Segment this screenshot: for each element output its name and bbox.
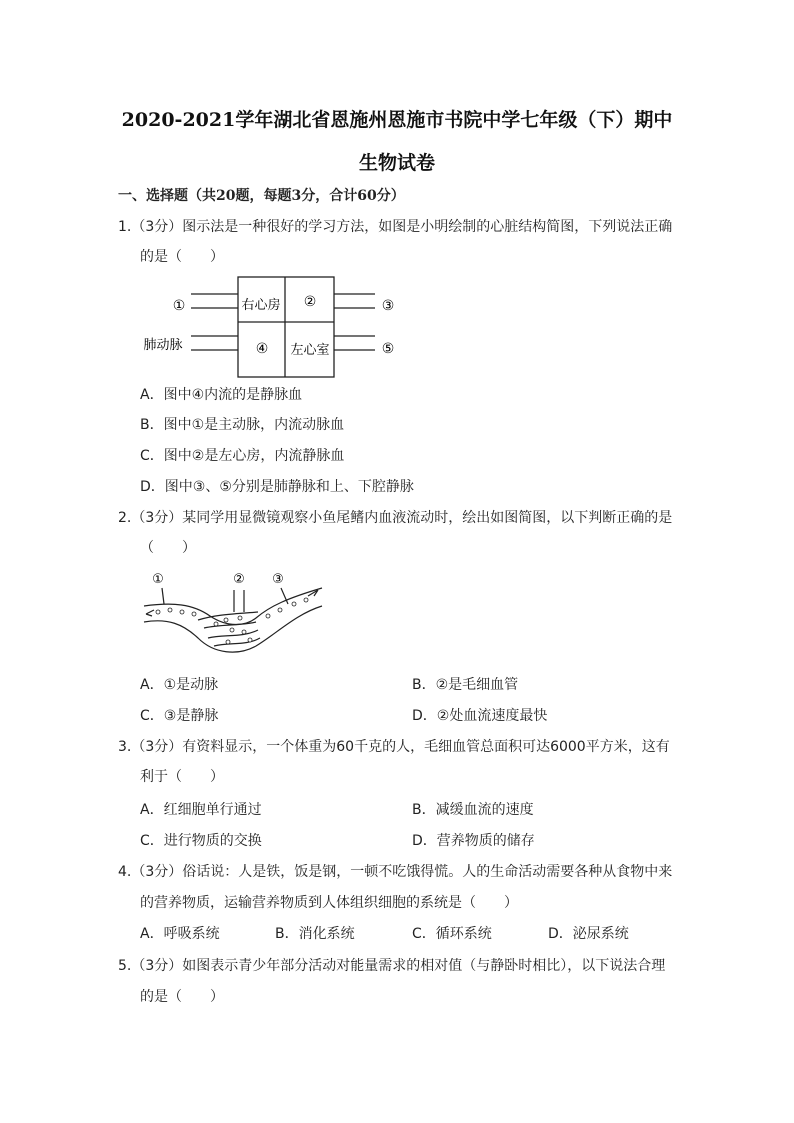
q4-option-c[interactable]: C．循环系统 — [412, 926, 492, 942]
q3-option-d[interactable]: D．营养物质的储存 — [412, 833, 535, 849]
q5-stem-line1: 5.（3分）如图表示青少年部分活动对能量需求的相对值（与静卧时相比），以下说法合理 — [118, 958, 666, 974]
diagram-label-5: ⑤ — [381, 341, 395, 357]
diagram-label-2: ② — [303, 294, 317, 310]
q2-stem-line1: 2.（3分）某同学用显微镜观察小鱼尾鳍内血液流动时，绘出如图简图，以下判断正确的是 — [118, 510, 673, 526]
q1-stem-line1: 1.（3分）图示法是一种很好的学习方法，如图是小明绘制的心脏结构简图，下列说法正确 — [118, 219, 673, 235]
heart-structure-diagram — [135, 272, 415, 382]
q3-stem-line1: 3.（3分）有资料显示，一个体重为60千克的人，毛细血管总面积可达6000平方米，这有 — [118, 739, 670, 755]
diagram-label-pulmonary-artery: 肺动脉 — [143, 338, 183, 353]
diagram-label-4: ④ — [255, 341, 269, 357]
diagram-label-2: ② — [233, 572, 245, 587]
q4-stem-line1: 4.（3分）俗话说：人是铁，饭是钢，一顿不吃饿得慌。人的生命活动需要各种从食物中来 — [118, 864, 673, 880]
q2-option-a[interactable]: A．①是动脉 — [140, 677, 219, 693]
q3-stem-line2: 利于（ ） — [140, 769, 224, 785]
q1-stem-line2: 的是（ ） — [140, 249, 224, 265]
diagram-label-right-atrium: 右心房 — [241, 298, 281, 313]
q2-option-c[interactable]: C．③是静脉 — [140, 708, 219, 724]
diagram-label-1: ① — [152, 572, 164, 587]
exam-title-line2: 生物试卷 — [358, 152, 435, 174]
diagram-label-left-ventricle: 左心室 — [290, 343, 330, 358]
fish-tail-blood-flow-diagram — [138, 568, 328, 663]
q4-option-a[interactable]: A．呼吸系统 — [140, 926, 220, 942]
q4-option-b[interactable]: B．消化系统 — [275, 926, 355, 942]
q1-option-a[interactable]: A．图中④内流的是静脉血 — [140, 387, 303, 403]
q4-stem-line2: 的营养物质，运输营养物质到人体组织细胞的系统是（ ） — [140, 895, 518, 911]
q1-option-b[interactable]: B．图中①是主动脉，内流动脉血 — [140, 417, 345, 433]
q1-option-c[interactable]: C．图中②是左心房，内流静脉血 — [140, 448, 345, 464]
exam-title-line1: 2020-2021学年湖北省恩施州恩施市书院中学七年级（下）期中 — [121, 109, 673, 131]
q3-option-b[interactable]: B．减缓血流的速度 — [412, 802, 534, 818]
q5-stem-line2: 的是（ ） — [140, 989, 224, 1005]
q4-option-d[interactable]: D．泌尿系统 — [548, 926, 629, 942]
q1-option-d[interactable]: D．图中③、⑤分别是肺静脉和上、下腔静脉 — [140, 479, 414, 495]
q2-option-b[interactable]: B．②是毛细血管 — [412, 677, 519, 693]
section-heading: 一、选择题（共20题，每题3分，合计60分） — [118, 188, 405, 204]
q3-option-a[interactable]: A．红细胞单行通过 — [140, 802, 262, 818]
q3-option-c[interactable]: C．进行物质的交换 — [140, 833, 262, 849]
diagram-label-1: ① — [172, 298, 186, 314]
q2-option-d[interactable]: D．②处血流速度最快 — [412, 708, 548, 724]
diagram-label-3: ③ — [381, 298, 395, 314]
q2-stem-line2: （ ） — [140, 540, 196, 556]
diagram-label-3: ③ — [272, 572, 284, 587]
